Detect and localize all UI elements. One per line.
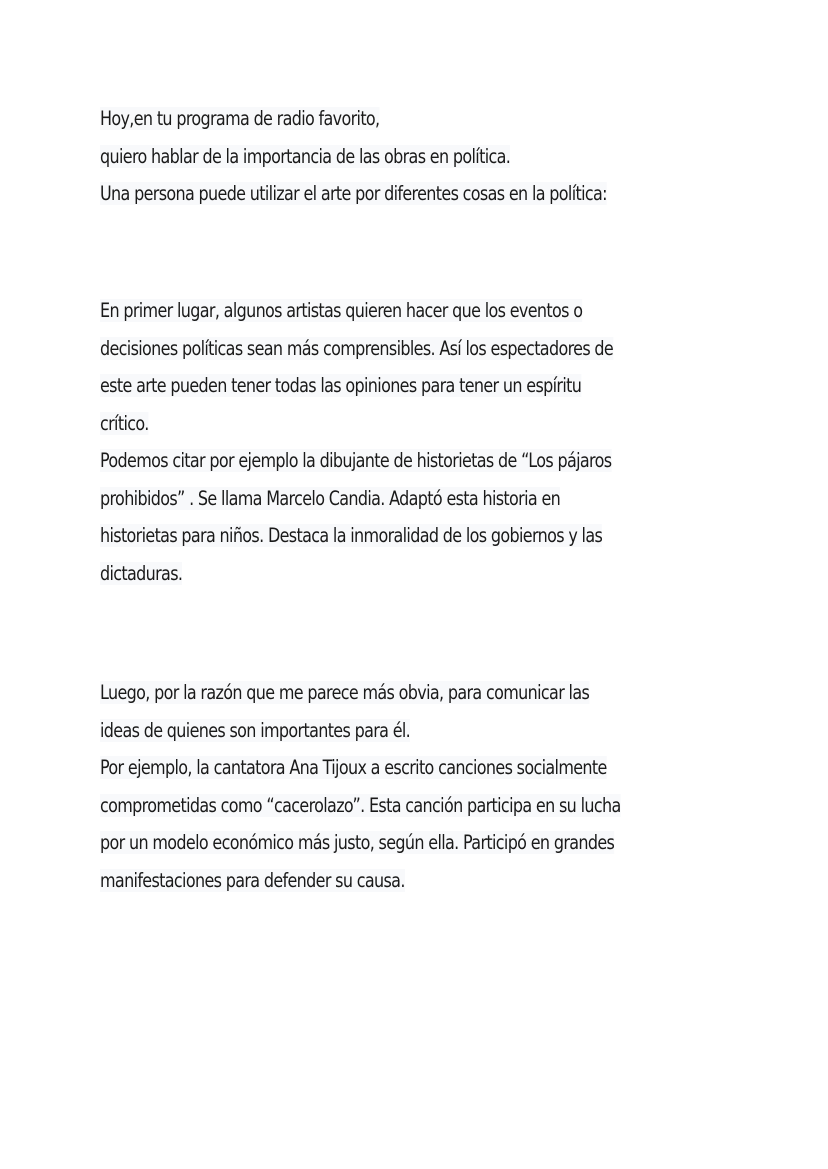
text-line: quiero hablar de la importancia de las obras en política.	[100, 144, 511, 168]
text-line: este arte pueden tener todas las opiniones para tener un espíritu	[100, 374, 582, 397]
text-line: dictaduras.	[100, 561, 183, 585]
paragraph-first-point	[100, 292, 740, 592]
text-line: comprometidas como “cacerolazo”. Esta canción participa en su lucha	[100, 793, 621, 817]
text-line: Hoy,en tu programa de radio favorito,	[100, 107, 380, 130]
text-line: decisiones políticas sean más comprensibles. Así los espectadores de	[100, 336, 614, 360]
paragraph-second-point	[100, 674, 740, 899]
text-line: Por ejemplo, la cantatora Ana Tijoux a escrito canciones socialmente	[100, 756, 607, 779]
text-line: Podemos citar por ejemplo la dibujante de historietas de “Los pájaros	[100, 449, 612, 472]
text-line: prohibidos” . Se llama Marcelo Candia. Adaptó esta historia en	[100, 486, 561, 510]
text-line: crítico.	[100, 411, 149, 435]
paragraph-intro	[100, 100, 740, 213]
text-line: Luego, por la razón que me parece más obvia, para comunicar las	[100, 681, 590, 704]
text-line: por un modelo económico más justo, según ella. Participó en grandes	[100, 831, 615, 854]
text-line: ideas de quienes son importantes para él.	[100, 718, 411, 742]
text-line: Una persona puede utilizar el arte por diferentes cosas en la política:	[100, 182, 607, 205]
text-line: manifestaciones para defender su causa.	[100, 868, 405, 892]
text-line: En primer lugar, algunos artistas quieren hacer que los eventos o	[100, 299, 583, 322]
text-line: historietas para niños. Destaca la inmoralidad de los gobiernos y las	[100, 524, 603, 547]
